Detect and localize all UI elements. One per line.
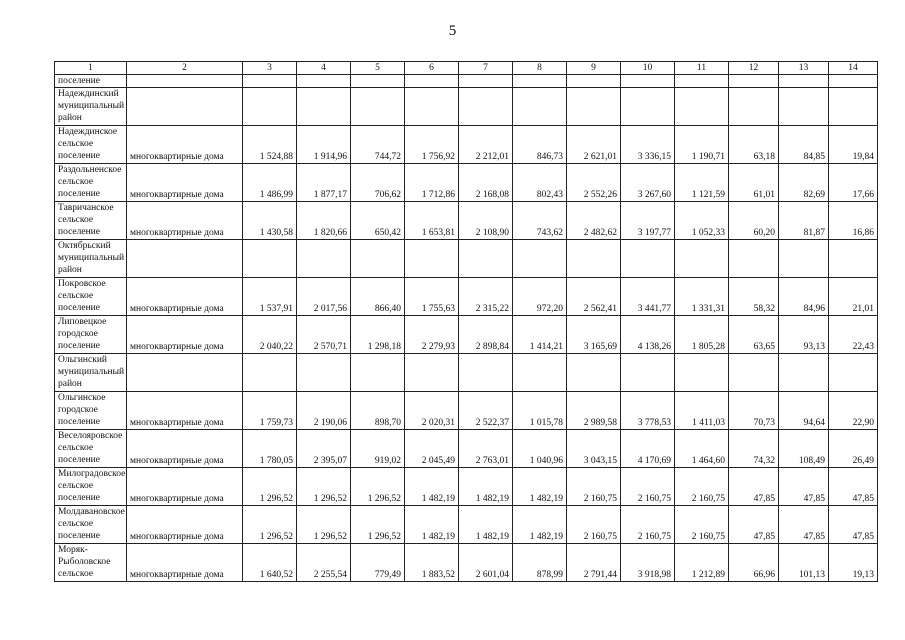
value-cell-col-12: 61,01 [729,164,779,202]
tariff-table [54,61,878,582]
value-cell-col-11: 1 212,89 [675,544,729,582]
municipality-name-cell: Липовецкое городское поселение [55,316,127,354]
value-cell-col-3: 1 640,52 [243,544,297,582]
value-cell-col-3: 2 040,22 [243,316,297,354]
page-number: 5 [448,23,457,39]
value-cell-col-9 [567,75,621,88]
value-cell-col-10: 3 336,15 [621,126,675,164]
value-cell-col-6: 2 279,93 [405,316,459,354]
value-cell-col-4 [297,88,351,126]
value-cell-col-10: 3 918,98 [621,544,675,582]
value-cell-col-12: 63,65 [729,316,779,354]
value-cell-col-9: 2 160,75 [567,506,621,544]
value-cell-col-10 [621,75,675,88]
municipality-name-cell: Надеждинское сельское поселение [55,126,127,164]
value-cell-col-11 [675,240,729,278]
header-row [55,62,878,75]
value-cell-col-4: 2 395,07 [297,430,351,468]
value-cell-col-5 [351,354,405,392]
value-cell-col-7 [459,88,513,126]
value-cell-col-11 [675,75,729,88]
value-cell-col-11 [675,88,729,126]
value-cell-col-9: 2 160,75 [567,468,621,506]
value-cell-col-9: 3 043,15 [567,430,621,468]
value-cell-col-12 [729,240,779,278]
value-cell-col-14: 19,84 [829,126,878,164]
value-cell-col-11 [675,354,729,392]
column-header-10: 10 [621,62,675,75]
value-cell-col-9: 2 552,26 [567,164,621,202]
value-cell-col-5 [351,75,405,88]
column-header-7: 7 [459,62,513,75]
value-cell-col-13 [779,354,829,392]
value-cell-col-13: 93,13 [779,316,829,354]
value-cell-col-12: 70,73 [729,392,779,430]
municipality-name-cell: Моряк-Рыболовское сельское [55,544,127,582]
value-cell-col-9 [567,354,621,392]
value-cell-col-4: 1 296,52 [297,506,351,544]
value-cell-col-6: 1 482,19 [405,468,459,506]
value-cell-col-7: 2 898,84 [459,316,513,354]
column-header-4: 4 [297,62,351,75]
table-row [55,354,878,392]
value-cell-col-13 [779,75,829,88]
value-cell-col-10: 2 160,75 [621,468,675,506]
value-cell-col-6: 1 755,63 [405,278,459,316]
table-row [55,468,878,506]
value-cell-col-10 [621,240,675,278]
value-cell-col-7: 2 168,08 [459,164,513,202]
value-cell-col-4: 1 820,66 [297,202,351,240]
value-cell-col-4: 2 255,54 [297,544,351,582]
value-cell-col-4 [297,240,351,278]
municipality-name-cell: Покровское сельское поселение [55,278,127,316]
value-cell-col-7 [459,240,513,278]
value-cell-col-4: 2 190,06 [297,392,351,430]
value-cell-col-14 [829,354,878,392]
column-header-2: 2 [127,62,243,75]
housing-type-cell: многоквартирные дома [127,164,243,202]
value-cell-col-5 [351,88,405,126]
value-cell-col-7: 2 212,01 [459,126,513,164]
municipality-name-cell: Тавричанское сельское поселение [55,202,127,240]
value-cell-col-6 [405,240,459,278]
municipality-name-cell: Молдавановское сельское поселение [55,506,127,544]
table-row [55,316,878,354]
value-cell-col-12: 47,85 [729,468,779,506]
value-cell-col-12 [729,75,779,88]
value-cell-col-10: 4 170,69 [621,430,675,468]
table-row [55,278,878,316]
value-cell-col-12 [729,354,779,392]
municipality-name-cell: Ольгинское городское поселение [55,392,127,430]
value-cell-col-5: 919,02 [351,430,405,468]
value-cell-col-11: 1 121,59 [675,164,729,202]
value-cell-col-10: 3 197,77 [621,202,675,240]
value-cell-col-13 [779,88,829,126]
value-cell-col-3 [243,88,297,126]
value-cell-col-7: 2 601,04 [459,544,513,582]
value-cell-col-8 [513,88,567,126]
value-cell-col-6: 1 653,81 [405,202,459,240]
housing-type-cell: многоквартирные дома [127,316,243,354]
value-cell-col-8 [513,354,567,392]
value-cell-col-7: 2 315,22 [459,278,513,316]
value-cell-col-6 [405,354,459,392]
value-cell-col-4: 2 570,71 [297,316,351,354]
value-cell-col-13 [779,240,829,278]
value-cell-col-11: 1 052,33 [675,202,729,240]
value-cell-col-10 [621,354,675,392]
value-cell-col-8: 1 414,21 [513,316,567,354]
housing-type-cell [127,240,243,278]
value-cell-col-13: 108,49 [779,430,829,468]
housing-type-cell: многоквартирные дома [127,126,243,164]
value-cell-col-5: 744,72 [351,126,405,164]
value-cell-col-7 [459,354,513,392]
table-row [55,240,878,278]
value-cell-col-13: 94,64 [779,392,829,430]
value-cell-col-14 [829,240,878,278]
value-cell-col-7 [459,75,513,88]
value-cell-col-5 [351,240,405,278]
value-cell-col-3 [243,75,297,88]
value-cell-col-13: 82,69 [779,164,829,202]
value-cell-col-7: 1 482,19 [459,468,513,506]
value-cell-col-9: 2 989,58 [567,392,621,430]
housing-type-cell: многоквартирные дома [127,468,243,506]
value-cell-col-6: 1 482,19 [405,506,459,544]
value-cell-col-3: 1 524,88 [243,126,297,164]
column-header-1: 1 [55,62,127,75]
value-cell-col-14 [829,75,878,88]
value-cell-col-10: 3 778,53 [621,392,675,430]
value-cell-col-8: 1 040,96 [513,430,567,468]
housing-type-cell: многоквартирные дома [127,278,243,316]
value-cell-col-5: 650,42 [351,202,405,240]
housing-type-cell: многоквартирные дома [127,202,243,240]
value-cell-col-10: 4 138,26 [621,316,675,354]
value-cell-col-3: 1 537,91 [243,278,297,316]
value-cell-col-14: 26,49 [829,430,878,468]
value-cell-col-14: 19,13 [829,544,878,582]
column-header-14: 14 [829,62,878,75]
table-row [55,506,878,544]
value-cell-col-12: 63,18 [729,126,779,164]
value-cell-col-6: 1 756,92 [405,126,459,164]
value-cell-col-9: 2 482,62 [567,202,621,240]
value-cell-col-5: 898,70 [351,392,405,430]
column-header-9: 9 [567,62,621,75]
value-cell-col-12: 74,32 [729,430,779,468]
value-cell-col-6 [405,75,459,88]
value-cell-col-3: 1 759,73 [243,392,297,430]
value-cell-col-5: 866,40 [351,278,405,316]
value-cell-col-4: 1 914,96 [297,126,351,164]
municipality-name-cell: Октябрьский муниципальный район [55,240,127,278]
value-cell-col-14: 17,66 [829,164,878,202]
housing-type-cell [127,354,243,392]
value-cell-col-5: 706,62 [351,164,405,202]
municipality-name-cell: Веселояровское сельское поселение [55,430,127,468]
value-cell-col-14: 22,90 [829,392,878,430]
value-cell-col-8 [513,240,567,278]
table-body [55,62,878,582]
housing-type-cell: многоквартирные дома [127,430,243,468]
value-cell-col-11: 1 190,71 [675,126,729,164]
value-cell-col-10 [621,88,675,126]
value-cell-col-14 [829,88,878,126]
municipality-name-cell: Ольгинский муниципальный район [55,354,127,392]
housing-type-cell: многоквартирные дома [127,544,243,582]
value-cell-col-13: 84,96 [779,278,829,316]
value-cell-col-11: 2 160,75 [675,506,729,544]
value-cell-col-4 [297,354,351,392]
value-cell-col-9: 2 791,44 [567,544,621,582]
value-cell-col-13: 101,13 [779,544,829,582]
value-cell-col-12: 66,96 [729,544,779,582]
value-cell-col-13: 84,85 [779,126,829,164]
value-cell-col-12: 47,85 [729,506,779,544]
value-cell-col-5: 779,49 [351,544,405,582]
value-cell-col-11: 1 805,28 [675,316,729,354]
value-cell-col-8: 1 482,19 [513,468,567,506]
value-cell-col-12 [729,88,779,126]
housing-type-cell: многоквартирные дома [127,392,243,430]
value-cell-col-9 [567,88,621,126]
value-cell-col-8: 878,99 [513,544,567,582]
value-cell-col-3: 1 296,52 [243,506,297,544]
value-cell-col-6: 1 712,86 [405,164,459,202]
value-cell-col-13: 81,87 [779,202,829,240]
table-row [55,202,878,240]
value-cell-col-8: 972,20 [513,278,567,316]
column-header-3: 3 [243,62,297,75]
housing-type-cell [127,75,243,88]
value-cell-col-13: 47,85 [779,506,829,544]
value-cell-col-8 [513,75,567,88]
value-cell-col-14: 47,85 [829,506,878,544]
value-cell-col-7: 2 522,37 [459,392,513,430]
value-cell-col-4: 1 877,17 [297,164,351,202]
value-cell-col-9: 2 621,01 [567,126,621,164]
value-cell-col-12: 58,32 [729,278,779,316]
table-row [55,544,878,582]
municipality-name-cell: Надеждинский муниципальный район [55,88,127,126]
value-cell-col-5: 1 296,52 [351,468,405,506]
value-cell-col-4 [297,75,351,88]
value-cell-col-6: 1 883,52 [405,544,459,582]
housing-type-cell [127,88,243,126]
housing-type-cell: многоквартирные дома [127,506,243,544]
value-cell-col-3: 1 430,58 [243,202,297,240]
value-cell-col-3: 1 296,52 [243,468,297,506]
value-cell-col-10: 2 160,75 [621,506,675,544]
municipality-name-cell: Раздольненское сельское поселение [55,164,127,202]
value-cell-col-8: 846,73 [513,126,567,164]
value-cell-col-8: 743,62 [513,202,567,240]
value-cell-col-8: 1 482,19 [513,506,567,544]
table-row [55,164,878,202]
table-row [55,88,878,126]
value-cell-col-10: 3 441,77 [621,278,675,316]
value-cell-col-6 [405,88,459,126]
value-cell-col-14: 16,86 [829,202,878,240]
municipality-name-cell: поселение [55,75,127,88]
value-cell-col-8: 1 015,78 [513,392,567,430]
value-cell-col-4: 1 296,52 [297,468,351,506]
table-row [55,430,878,468]
value-cell-col-9: 2 562,41 [567,278,621,316]
value-cell-col-14: 22,43 [829,316,878,354]
value-cell-col-3: 1 780,05 [243,430,297,468]
column-header-11: 11 [675,62,729,75]
value-cell-col-7: 1 482,19 [459,506,513,544]
value-cell-col-9 [567,240,621,278]
value-cell-col-13: 47,85 [779,468,829,506]
column-header-13: 13 [779,62,829,75]
table-row [55,126,878,164]
column-header-12: 12 [729,62,779,75]
value-cell-col-5: 1 298,18 [351,316,405,354]
value-cell-col-14: 47,85 [829,468,878,506]
value-cell-col-7: 2 763,01 [459,430,513,468]
municipality-name-cell: Милоградовское сельское поселение [55,468,127,506]
value-cell-col-7: 2 108,90 [459,202,513,240]
value-cell-col-3 [243,354,297,392]
value-cell-col-14: 21,01 [829,278,878,316]
value-cell-col-11: 1 331,31 [675,278,729,316]
value-cell-col-9: 3 165,69 [567,316,621,354]
value-cell-col-11: 2 160,75 [675,468,729,506]
table-row [55,392,878,430]
table-row [55,75,878,88]
column-header-6: 6 [405,62,459,75]
value-cell-col-6: 2 045,49 [405,430,459,468]
column-header-5: 5 [351,62,405,75]
column-header-8: 8 [513,62,567,75]
value-cell-col-6: 2 020,31 [405,392,459,430]
value-cell-col-11: 1 464,60 [675,430,729,468]
value-cell-col-5: 1 296,52 [351,506,405,544]
value-cell-col-3 [243,240,297,278]
value-cell-col-10: 3 267,60 [621,164,675,202]
value-cell-col-12: 60,20 [729,202,779,240]
value-cell-col-8: 802,43 [513,164,567,202]
value-cell-col-4: 2 017,56 [297,278,351,316]
value-cell-col-3: 1 486,99 [243,164,297,202]
value-cell-col-11: 1 411,03 [675,392,729,430]
